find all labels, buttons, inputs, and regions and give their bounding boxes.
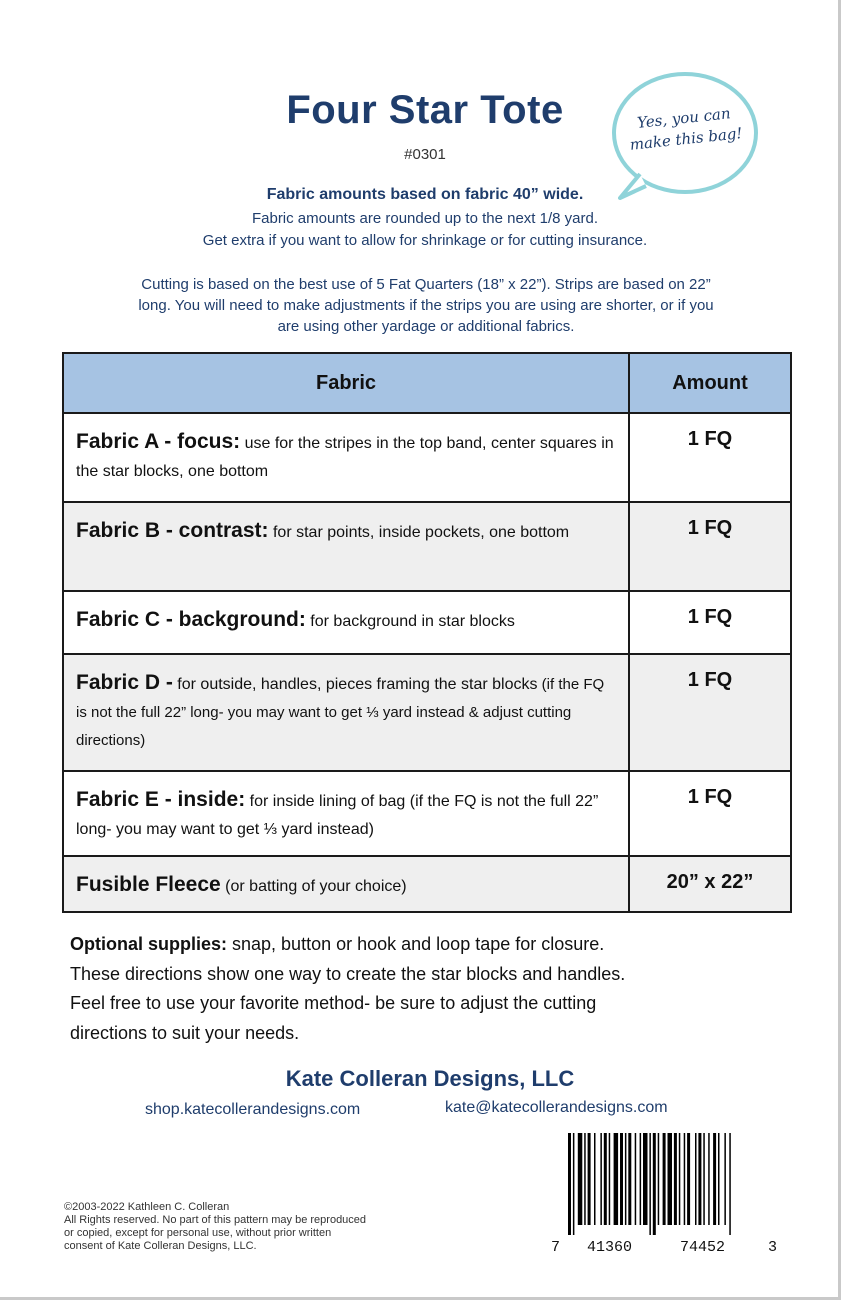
fabric-use: for star points, inside pockets, one bottom bbox=[268, 524, 570, 541]
barcode-bar bbox=[698, 1133, 701, 1225]
barcode-digit-last: 3 bbox=[768, 1239, 778, 1256]
barcode-bar bbox=[604, 1133, 607, 1225]
table-row bbox=[63, 502, 791, 591]
bubble-line-1: Yes, you can bbox=[636, 104, 732, 132]
extra-note: Get extra if you want to allow for shrinkage or for cutting insurance. bbox=[202, 232, 648, 249]
barcode-bar bbox=[668, 1133, 673, 1225]
table-row bbox=[63, 413, 791, 502]
fabric-name: Fabric C - background: bbox=[76, 608, 306, 631]
barcode-bar bbox=[640, 1133, 642, 1225]
fabric-name: Fabric E - inside: bbox=[76, 788, 246, 811]
fabric-use: for background in star blocks bbox=[305, 613, 515, 630]
barcode-bar bbox=[684, 1133, 686, 1225]
cutting-line-2: long. You will need to make adjustments if the strips you are using are shorter, or if you bbox=[138, 297, 714, 314]
fabric-description bbox=[63, 771, 629, 856]
copyright-line-1: ©2003-2022 Kathleen C. Colleran bbox=[64, 1201, 230, 1213]
shop-link[interactable]: shop.katecollerandesigns.com bbox=[145, 1101, 361, 1118]
fabric-use: for outside, handles, pieces framing the star blocks bbox=[172, 676, 538, 693]
fabric-use: (or batting of your choice) bbox=[220, 878, 407, 895]
header-amount: Amount bbox=[629, 353, 791, 413]
cutting-line-3: are using other yardage or additional fabrics. bbox=[277, 318, 575, 335]
barcode-group-right: 74452 bbox=[680, 1239, 726, 1256]
barcode-bar bbox=[708, 1133, 710, 1225]
fabric-amount: 1 FQ bbox=[629, 654, 791, 771]
copyright-line-4: consent of Kate Colleran Designs, LLC. bbox=[64, 1240, 257, 1252]
barcode-bar bbox=[679, 1133, 681, 1225]
fabric-amount: 20” x 22” bbox=[629, 856, 791, 912]
barcode-bar bbox=[663, 1133, 666, 1225]
header-fabric: Fabric bbox=[63, 353, 629, 413]
barcode-bar bbox=[620, 1133, 623, 1225]
barcode-bar bbox=[729, 1133, 731, 1235]
company-name: Kate Colleran Designs, LLC bbox=[285, 1066, 575, 1091]
copyright-notice bbox=[64, 1201, 444, 1253]
barcode-bar bbox=[584, 1133, 586, 1225]
fabric-description bbox=[63, 654, 629, 771]
fabric-description bbox=[63, 856, 629, 912]
table-header-row bbox=[63, 353, 791, 413]
cutting-line-1: Cutting is based on the best use of 5 Fat Quarters (18” x 22”). Strips are based on 22” bbox=[141, 276, 711, 293]
barcode-bar bbox=[695, 1133, 697, 1225]
rounding-note: Fabric amounts are rounded up to the next 1/8 yard. bbox=[251, 210, 599, 227]
barcode-bar bbox=[578, 1133, 583, 1225]
optional-line-3: Feel free to use your favorite method- be sure to adjust the cutting bbox=[70, 993, 597, 1013]
bubble-line-2: make this bag! bbox=[628, 124, 744, 154]
fabric-table bbox=[62, 352, 792, 913]
table-row bbox=[63, 771, 791, 856]
fabric-width-note: Fabric amounts based on fabric 40” wide. bbox=[266, 186, 584, 203]
fabric-name: Fabric A - focus: bbox=[76, 430, 241, 453]
fabric-amount: 1 FQ bbox=[629, 502, 791, 591]
pattern-number: #0301 bbox=[404, 146, 446, 163]
barcode-bar bbox=[594, 1133, 596, 1225]
fabric-description bbox=[63, 591, 629, 654]
copyright-line-2: All Rights reserved. No part of this pattern may be reproduced bbox=[64, 1214, 367, 1226]
fabric-amount: 1 FQ bbox=[629, 413, 791, 502]
barcode-icon bbox=[566, 1133, 778, 1235]
optional-items: snap, button or hook and loop tape for closure. bbox=[227, 934, 605, 954]
barcode-bar bbox=[643, 1133, 648, 1225]
optional-line-1 bbox=[70, 930, 770, 960]
page-title: Four Star Tote bbox=[286, 88, 564, 132]
barcode-bar bbox=[600, 1133, 602, 1225]
fabric-use: use for the stripes in the top band, center squares in the star blocks, one bottom bbox=[76, 435, 614, 480]
barcode-bar bbox=[588, 1133, 591, 1225]
barcode-bar bbox=[653, 1133, 656, 1235]
copyright-line-3: or copied, except for personal use, without prior written bbox=[64, 1227, 332, 1239]
table-row bbox=[63, 856, 791, 912]
fabric-amount: 1 FQ bbox=[629, 771, 791, 856]
barcode-bar bbox=[628, 1133, 631, 1225]
fabric-description bbox=[63, 502, 629, 591]
barcode-bar bbox=[568, 1133, 571, 1235]
fabric-name: Fusible Fleece bbox=[76, 873, 221, 896]
barcode-bar bbox=[687, 1133, 690, 1225]
optional-line-2: These directions show one way to create the star blocks and handles. bbox=[70, 963, 626, 984]
fabric-use: for inside lining of bag (if the FQ is not the full 22” long- you may want to get ⅓ yard instead) bbox=[76, 793, 599, 838]
barcode-bar bbox=[649, 1133, 651, 1235]
barcode-bar bbox=[674, 1133, 677, 1225]
barcode-bar bbox=[609, 1133, 611, 1225]
fabric-description bbox=[63, 413, 629, 502]
barcode-bar bbox=[614, 1133, 619, 1225]
fabric-name: Fabric B - contrast: bbox=[76, 519, 269, 542]
barcode-group-left: 41360 bbox=[587, 1239, 633, 1256]
fabric-name: Fabric D - bbox=[76, 671, 173, 694]
barcode-bar bbox=[625, 1133, 627, 1225]
optional-supplies bbox=[70, 930, 770, 1048]
barcode-bar bbox=[718, 1133, 720, 1225]
cutting-note bbox=[66, 274, 786, 337]
optional-line-4: directions to suit your needs. bbox=[70, 1022, 300, 1043]
table-row bbox=[63, 654, 791, 771]
table-row bbox=[63, 591, 791, 654]
barcode-bar bbox=[713, 1133, 716, 1225]
barcode-bar bbox=[703, 1133, 705, 1225]
email-link[interactable]: kate@katecollerandesigns.com bbox=[445, 1099, 668, 1116]
fabric-note: (if the FQ is not the full 22” long- you may want to get ⅓ yard instead & adjust cutting directions) bbox=[76, 676, 605, 749]
barcode-bar bbox=[658, 1133, 660, 1225]
fabric-amount: 1 FQ bbox=[629, 591, 791, 654]
barcode-bar bbox=[573, 1133, 575, 1235]
barcode-digit-first: 7 bbox=[551, 1239, 561, 1256]
barcode-bar bbox=[724, 1133, 726, 1225]
barcode-bar bbox=[635, 1133, 637, 1225]
optional-label: Optional supplies: bbox=[70, 934, 228, 954]
